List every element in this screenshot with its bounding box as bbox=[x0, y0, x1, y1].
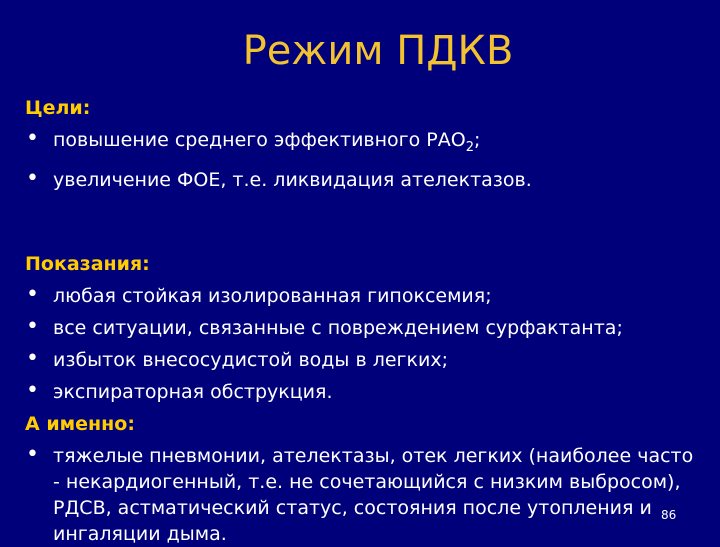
indication-item bbox=[25, 344, 705, 376]
spacer bbox=[25, 196, 705, 248]
bullet-icon: • bbox=[26, 441, 39, 467]
goal-item bbox=[25, 124, 705, 164]
indication-item bbox=[25, 376, 705, 408]
bullet-icon: • bbox=[26, 313, 39, 339]
indication-text: избыток внесосудистой воды в легких; bbox=[53, 348, 448, 371]
bullet-icon: • bbox=[26, 165, 39, 191]
bullet-icon: • bbox=[26, 377, 39, 403]
namely-text: тяжелые пневмонии, ателектазы, отек легких (наиболее часто - некардиогенный, т.е. не сочетающийся с низким выбросом), РДСВ, астматический статус, состояния после утопления и ингаляции дыма. bbox=[53, 444, 694, 545]
indication-item bbox=[25, 280, 705, 312]
bullet-icon: • bbox=[26, 126, 39, 151]
goal-item bbox=[25, 164, 705, 196]
goals-heading: Цели: bbox=[25, 97, 91, 119]
page-number: 86 bbox=[661, 508, 677, 522]
indication-text: любая стойкая изолированная гипоксемия; bbox=[53, 284, 492, 307]
slide-title bbox=[0, 28, 720, 74]
goal-tail: ; bbox=[474, 129, 481, 151]
indication-text: все ситуации, связанные с повреждением сурфактанта; bbox=[53, 316, 623, 339]
slide-body bbox=[25, 92, 705, 547]
goal-text: увеличение ФОЕ, т.е. ликвидация ателектазов. bbox=[53, 168, 532, 191]
goal-subscript: 2 bbox=[465, 139, 474, 155]
slide-title-text: Режим ПДКВ bbox=[242, 28, 514, 74]
namely-heading: А именно: bbox=[25, 412, 135, 435]
indication-item bbox=[25, 312, 705, 344]
bullet-icon: • bbox=[26, 345, 39, 371]
indications-heading: Показания: bbox=[25, 252, 150, 275]
namely-item bbox=[25, 440, 705, 547]
indication-text: экспираторная обструкция. bbox=[53, 380, 333, 403]
bullet-icon: • bbox=[26, 281, 39, 307]
goal-text: повышение среднего эффективного РАО bbox=[53, 129, 466, 151]
